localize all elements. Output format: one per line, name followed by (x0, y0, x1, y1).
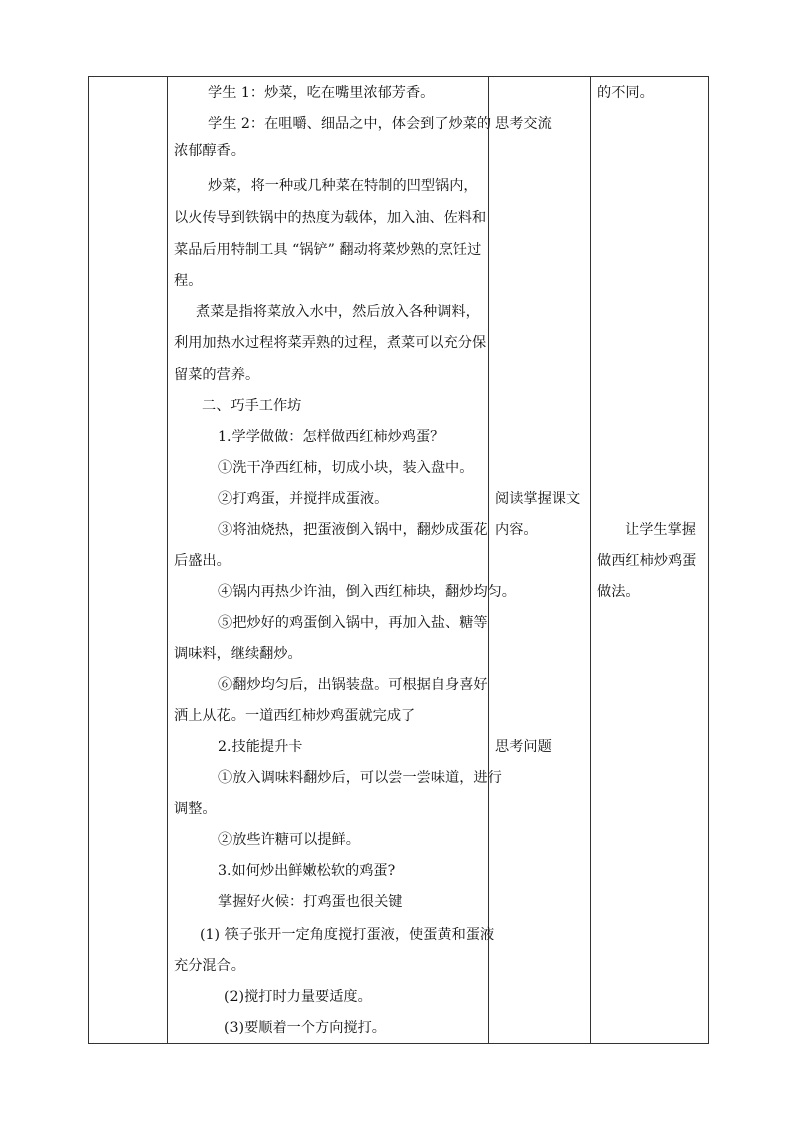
design-intent-cell (591, 77, 709, 1044)
boil-definition-line1: 煮菜是指将菜放入水中，然后放入各种调料， (196, 304, 480, 320)
student-activity-cell (489, 77, 591, 1044)
student2-answer-line2: 浓郁醇香。 (174, 143, 245, 159)
table-row (89, 77, 709, 1044)
item3-title: 3.如何炒出鲜嫩松软的鸡蛋? (218, 863, 396, 879)
intent-line3: 做法。 (597, 584, 640, 600)
section-heading: 二、巧手工作坊 (202, 398, 302, 414)
key3: (3)要顺着一个方向搅打。 (224, 1020, 386, 1036)
stirfry-definition-line3: 菜品后用特制工具 “锅铲” 翻动将菜炒熟的烹饪过 (174, 242, 482, 258)
stage-column-cell (89, 77, 168, 1044)
intent-continued: 的不同。 (597, 85, 654, 101)
boil-definition-line2: 利用加热水过程将菜弄熟的过程，煮菜可以充分保 (174, 335, 487, 351)
teaching-content-cell (168, 77, 516, 1044)
step5-line1: ⑤把炒好的鸡蛋倒入锅中，再加入盐、糖等 (218, 615, 488, 631)
activity-think: 思考问题 (495, 739, 552, 755)
step3-line1: ③将油烧热，把蛋液倒入锅中，翻炒成蛋花 (218, 522, 488, 538)
intent-line2: 做西红柿炒鸡蛋 (597, 553, 697, 569)
tip1-line2: 调整。 (174, 801, 217, 817)
step6-line2: 洒上从花。一道西红柿炒鸡蛋就完成了 (174, 708, 416, 724)
step5-line2: 调味料，继续翻炒。 (174, 646, 302, 662)
step1: ①洗干净西红柿，切成小块，装入盘中。 (218, 460, 474, 476)
stirfry-definition-line1: 炒菜，将一种或几种菜在特制的凹型锅内， (208, 178, 478, 194)
student1-answer: 学生 1：炒菜，吃在嘴里浓郁芳香。 (208, 85, 435, 101)
activity-discuss: 思考交流 (495, 116, 552, 132)
stirfry-definition-line4: 程。 (174, 273, 203, 289)
step2: ②打鸡蛋，并搅拌成蛋液。 (218, 491, 389, 507)
step4: ④锅内再热少许油，倒入西红柿块，翻炒均匀。 (218, 584, 516, 600)
key-point: 掌握好火候：打鸡蛋也很关键 (218, 894, 403, 910)
key2: (2)搅打时力量要适度。 (224, 989, 372, 1005)
tip1-line1: ①放入调味料翻炒后，可以尝一尝味道，进行 (218, 770, 502, 786)
activity-read-line1: 阅读掌握课文 (495, 491, 581, 507)
stirfry-definition-line2: 以火传导到铁锅中的热度为载体，加入油、佐料和 (174, 210, 487, 226)
item1-title: 1.学学做做：怎样做西红柿炒鸡蛋？ (218, 429, 445, 445)
key1-line1: (1) 筷子张开一定角度搅打蛋液，使蛋黄和蛋液 (200, 927, 495, 943)
activity-read-line2: 内容。 (495, 522, 538, 538)
student2-answer-line1: 学生 2：在咀嚼、细品之中，体会到了炒菜的 (208, 116, 492, 132)
key1-line2: 充分混合。 (174, 958, 245, 974)
intent-line1: 让学生掌握 (625, 522, 696, 538)
step6-line1: ⑥翻炒均匀后，出锅装盘。可根据自身喜好 (218, 677, 488, 693)
boil-definition-line3: 留菜的营养。 (174, 367, 260, 383)
step3-line2: 后盛出。 (174, 553, 231, 569)
item2-title: 2.技能提升卡 (218, 739, 303, 755)
tip2: ②放些许糖可以提鲜。 (218, 832, 360, 848)
lesson-plan-table (88, 76, 709, 1044)
